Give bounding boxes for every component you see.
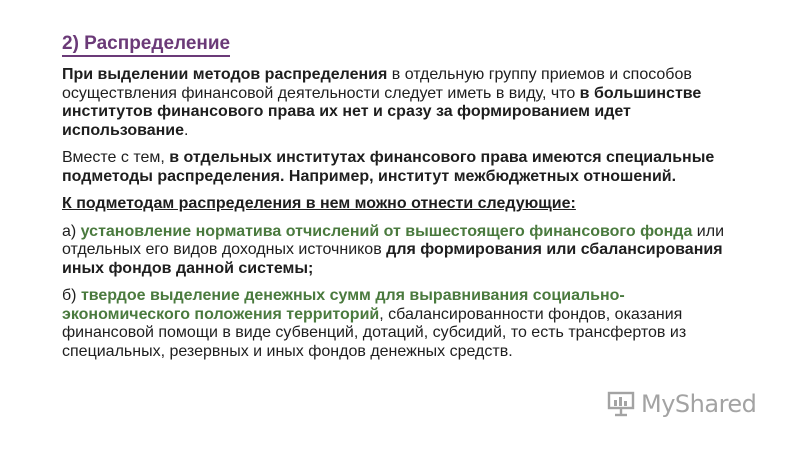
p1-text: в отдельную группу приемов и способов осуществления финансовой деятельности следует иметь в виду, что [62, 66, 692, 102]
paragraph-3 [62, 195, 752, 214]
presentation-board-icon [607, 391, 635, 417]
watermark-text: MyShared [641, 390, 757, 418]
p5-green: твердое выделение денежных сумм для выравнивания социально-экономического положения территорий [62, 287, 625, 323]
p1-bold: При выделении методов распределения [62, 66, 388, 83]
paragraph-1 [62, 66, 752, 140]
p2-bold: в отдельных институтах финансового права имеются специальные подметоды распределения. Например, институт межбюджетных отношений. [62, 149, 715, 185]
paragraph-2 [62, 149, 752, 186]
paragraph-4 [62, 223, 752, 279]
p4-prefix: а) [62, 222, 81, 240]
p4-text: или отдельных его видов доходных источников [62, 222, 725, 258]
p4-bold: для формирования или сбалансирования иных фондов данной системы; [62, 241, 723, 277]
p3-underlined: К подметодам распределения в нем можно отнести следующие: [62, 195, 576, 212]
p5-prefix: б) [62, 287, 81, 304]
p4-green: установление норматива отчислений от вышестоящего финансового фонда [80, 222, 693, 240]
p2-text: Вместе с тем, [62, 149, 170, 166]
slide-heading: 2) Распределение [62, 33, 230, 57]
myshared-watermark [607, 389, 756, 419]
p5-text: , сбалансированности фондов, оказания финансовой помощи в виде субвенций, дотаций, субсидий, то есть трансфертов из специальных, резервных и иных фондов денежных средств. [62, 305, 687, 360]
paragraph-5 [62, 287, 752, 361]
p1-bold-2: в большинстве институтов финансового права их нет и сразу за формированием идет использование [62, 84, 702, 139]
p1-end: . [184, 121, 189, 139]
slide-body [62, 66, 752, 370]
